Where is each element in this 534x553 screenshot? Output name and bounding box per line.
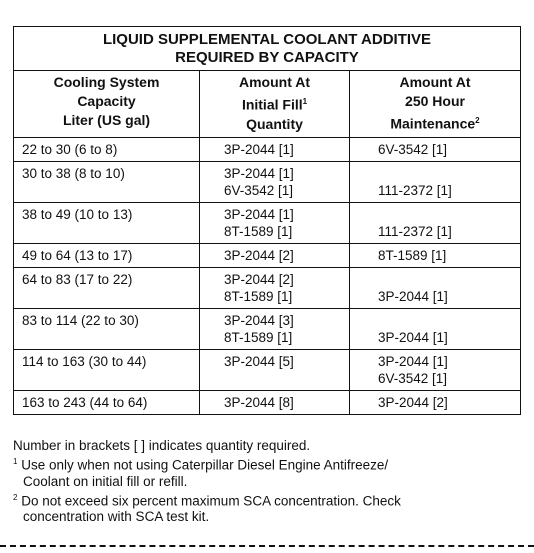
part-quantity: 8T-1589 [1] (224, 223, 293, 239)
header-capacity-line1: Cooling System (53, 74, 160, 90)
capacity-cell: 38 to 49 (10 to 13) (14, 202, 200, 243)
bottom-dashed-rule (0, 545, 534, 547)
part-quantity: 3P-2044 [3] (224, 312, 294, 328)
initial-fill-cell (200, 137, 350, 161)
table-row (14, 349, 521, 390)
table-row (14, 308, 521, 349)
table-title-line2: REQUIRED BY CAPACITY (175, 49, 359, 66)
initial-fill-cell (200, 390, 350, 414)
table-title (14, 27, 521, 71)
capacity-cell: 114 to 163 (30 to 44) (14, 349, 200, 390)
initial-fill-cell (200, 349, 350, 390)
footnote-mark-2: 2 (475, 116, 480, 125)
note-2-cont: concentration with SCA test kit. (23, 509, 210, 524)
capacity-cell: 30 to 38 (8 to 10) (14, 161, 200, 202)
table-title-line1: LIQUID SUPPLEMENTAL COOLANT ADDITIVE (102, 31, 432, 48)
header-initial-line2 (204, 92, 345, 115)
initial-fill-cell (200, 161, 350, 202)
part-quantity: 3P-2044 [5] (224, 353, 294, 369)
header-row (14, 71, 521, 138)
maintenance-cell (350, 243, 521, 267)
capacity-cell: 83 to 114 (22 to 30) (14, 308, 200, 349)
maintenance-cell (350, 349, 521, 390)
header-capacity-line3: Liter (US gal) (62, 112, 151, 128)
part-quantity: 8T-1589 [1] (378, 247, 447, 263)
header-initial-line3: Quantity (246, 115, 303, 132)
part-quantity: 3P-2044 [1] (378, 329, 448, 345)
maintenance-cell (350, 308, 521, 349)
header-capacity-line2: Capacity (77, 93, 136, 109)
maintenance-cell (350, 390, 521, 414)
coolant-additive-table (13, 26, 521, 415)
initial-fill-cell (200, 308, 350, 349)
header-maint-line1: Amount At (399, 74, 471, 90)
note-1-line1: Use only when not using Caterpillar Diesel Engine Antifreeze/ (21, 457, 389, 473)
note-brackets: Number in brackets [ ] indicates quantity required. (13, 438, 311, 453)
capacity-cell: 22 to 30 (6 to 8) (14, 137, 200, 161)
part-quantity: 3P-2044 [1] (224, 141, 294, 157)
maintenance-cell (350, 267, 521, 308)
capacity-cell: 49 to 64 (13 to 17) (14, 243, 200, 267)
capacity-cell: 64 to 83 (17 to 22) (14, 267, 200, 308)
header-maint-line3 (354, 111, 516, 134)
table-row (14, 267, 521, 308)
part-quantity: 6V-3542 [1] (378, 370, 448, 386)
part-quantity: 3P-2044 [1] (378, 353, 448, 369)
part-quantity: 3P-2044 [1] (378, 288, 448, 304)
maintenance-cell (350, 202, 521, 243)
table-row (14, 202, 521, 243)
initial-fill-cell (200, 243, 350, 267)
header-maint-line3-text: Maintenance (390, 115, 476, 132)
capacity-cell: 163 to 243 (44 to 64) (14, 390, 200, 414)
part-quantity: 3P-2044 [2] (378, 394, 448, 410)
maintenance-cell (350, 161, 521, 202)
note-2-line1: Do not exceed six percent maximum SCA concentration. Check (21, 493, 401, 508)
header-initial-line1: Amount At (238, 74, 311, 90)
table-row (14, 161, 521, 202)
initial-fill-cell (200, 267, 350, 308)
part-quantity: 3P-2044 [8] (224, 394, 294, 410)
part-quantity: 3P-2044 [1] (224, 206, 294, 222)
part-quantity: 111-2372 [1] (378, 223, 452, 239)
table-row (14, 137, 521, 161)
header-initial-fill (200, 71, 350, 138)
title-row (14, 27, 521, 71)
initial-fill-cell (200, 202, 350, 243)
maintenance-cell (350, 137, 521, 161)
part-quantity: 3P-2044 [1] (224, 165, 294, 181)
header-capacity (14, 71, 200, 138)
part-quantity: 111-2372 [1] (378, 182, 452, 198)
table-row (14, 390, 521, 414)
note-1 (13, 454, 523, 474)
footnote-mark-1: 1 (302, 97, 308, 106)
notes-block (13, 438, 523, 525)
note-2-mark: 2 (13, 492, 18, 502)
header-maint-line2: 250 Hour (405, 93, 465, 109)
note-1-cont: Coolant on initial fill or refill. (23, 473, 188, 489)
part-quantity: 3P-2044 [2] (224, 271, 294, 287)
header-initial-line2-text: Initial Fill (241, 96, 303, 113)
table-body (14, 137, 521, 414)
part-quantity: 3P-2044 [2] (224, 247, 294, 263)
part-quantity: 8T-1589 [1] (224, 329, 293, 345)
table-row (14, 243, 521, 267)
part-quantity: 8T-1589 [1] (224, 288, 293, 304)
coolant-additive-table-wrap (13, 26, 520, 415)
part-quantity: 6V-3542 [1] (378, 141, 448, 157)
part-quantity: 6V-3542 [1] (224, 182, 294, 198)
note-2 (13, 490, 523, 510)
note-1-mark: 1 (13, 457, 18, 466)
header-maintenance (350, 71, 521, 138)
